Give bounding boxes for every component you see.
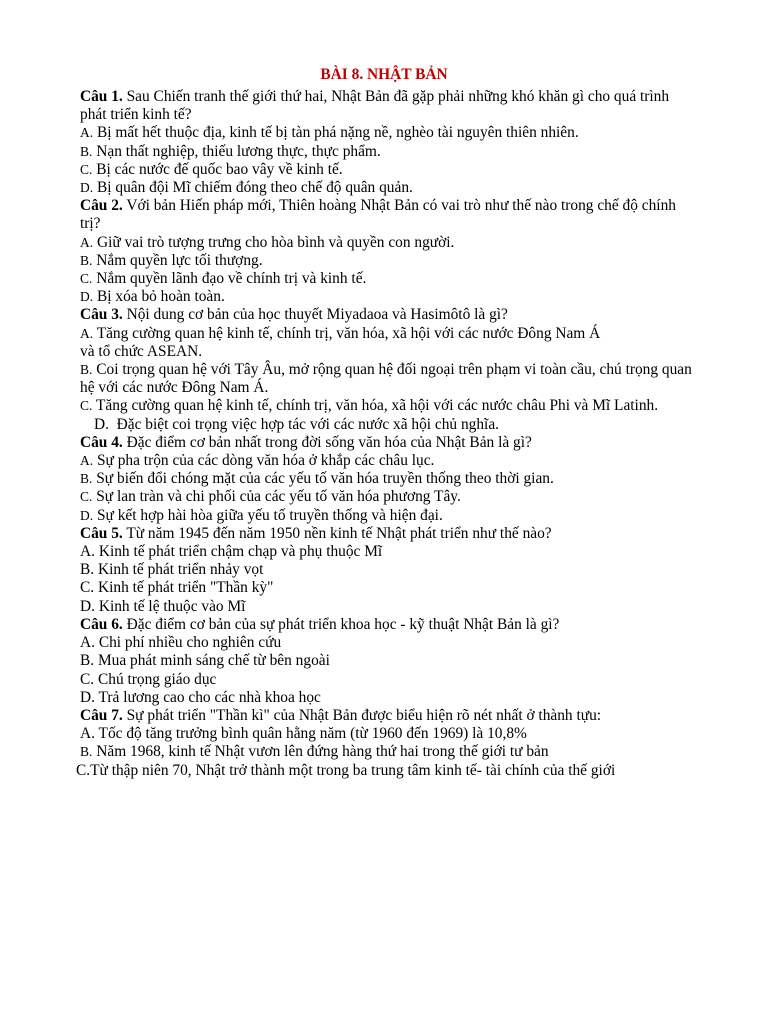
option-5b: B. Kinh tế phát triển nhảy vọt bbox=[80, 561, 264, 579]
page-title: BÀI 8. NHẬT BẢN bbox=[320, 66, 448, 83]
question-6 bbox=[80, 616, 695, 634]
question-text: Đặc điểm cơ bản nhất trong đời sống văn hóa của Nhật Bản là gì? bbox=[126, 433, 532, 451]
option-6d: D. Trả lương cao cho các nhà khoa học bbox=[80, 688, 321, 706]
option-5c: C. Kinh tế phát triển "Thần kỳ" bbox=[80, 579, 274, 597]
question-7 bbox=[80, 707, 695, 725]
option-4a: A. Sự pha trộn của các dòng văn hóa ở khắp các châu lục. bbox=[80, 452, 435, 470]
question-number: Câu 3. bbox=[80, 306, 123, 324]
question-text: Từ năm 1945 đến năm 1950 nền kinh tế Nhật phát triển như thế nào? bbox=[126, 524, 552, 542]
option-6c: C. Chú trọng giáo dục bbox=[80, 670, 217, 688]
option-2d: D. Bị xóa bỏ hoàn toàn. bbox=[80, 288, 225, 306]
option-2c: C. Nắm quyền lãnh đạo về chính trị và kinh tế. bbox=[80, 270, 367, 288]
question-number: Câu 5. bbox=[80, 524, 123, 542]
question-5 bbox=[80, 525, 695, 543]
option-7a: A. Tốc độ tăng trưởng bình quân hằng năm (từ 1960 đến 1969) là 10,8% bbox=[80, 725, 527, 743]
option-4d: D. Sự kết hợp hài hòa giữa yếu tố truyền thống và hiện đại. bbox=[80, 506, 443, 524]
option-3b: B. Coi trọng quan hệ với Tây Âu, mở rộng quan hệ đối ngoại trên phạm vi toàn cầu, chú trọng quan hệ với các nước Đông Nam Á. bbox=[80, 361, 692, 397]
question-number: Câu 4. bbox=[80, 433, 123, 451]
option-4b: B. Sự biến đổi chóng mặt của các yếu tố văn hóa truyền thống theo thời gian. bbox=[80, 470, 554, 488]
question-text: Sau Chiến tranh thế giới thứ hai, Nhật Bản đã gặp phải những khó khăn gì cho quá trình phát triển kinh tế? bbox=[80, 88, 670, 124]
option-1d: D. Bị quân đội Mĩ chiếm đóng theo chế độ quân quản. bbox=[80, 179, 413, 197]
question-number: Câu 6. bbox=[80, 615, 123, 633]
question-1 bbox=[80, 88, 695, 124]
question-number: Câu 7. bbox=[80, 706, 123, 724]
option-1c: C. Bị các nước đế quốc bao vây về kinh tế. bbox=[80, 160, 343, 178]
question-text: Với bản Hiến pháp mới, Thiên hoàng Nhật Bản có vai trò như thế nào trong chế độ chính trị? bbox=[80, 197, 676, 233]
option-5a: A. Kinh tế phát triển chậm chạp và phụ thuộc Mĩ bbox=[80, 543, 383, 561]
option-6b: B. Mua phát minh sáng chế từ bên ngoài bbox=[80, 652, 330, 670]
option-1a: A. Bị mất hết thuộc địa, kinh tế bị tàn phá nặng nề, nghèo tài nguyên thiên nhiên. bbox=[80, 124, 579, 142]
option-4c: C. Sự lan tràn và chi phối của các yếu tố văn hóa phương Tây. bbox=[80, 488, 461, 506]
question-4 bbox=[80, 434, 695, 452]
option-1b: B. Nạn thất nghiệp, thiếu lương thực, thực phẩm. bbox=[80, 142, 381, 160]
question-text: Nội dung cơ bản của học thuyết Miyadaoa và Hasimôtô là gì? bbox=[126, 306, 508, 324]
option-7c: C.Từ thập niên 70, Nhật trở thành một trong ba trung tâm kinh tế- tài chính của thế giới bbox=[76, 761, 616, 779]
question-list bbox=[76, 88, 695, 780]
question-2 bbox=[80, 197, 695, 233]
option-2a: A. Giữ vai trò tượng trưng cho hòa bình và quyền con người. bbox=[80, 233, 455, 251]
option-2b: B. Nắm quyền lực tối thượng. bbox=[80, 251, 263, 269]
option-3a: A. Tăng cường quan hệ kinh tế, chính trị, văn hóa, xã hội với các nước Đông Nam Á và tổ chức ASEAN. bbox=[80, 324, 601, 360]
option-6a: A. Chi phí nhiều cho nghiên cứu bbox=[80, 634, 282, 652]
option-5d: D. Kinh tế lệ thuộc vào Mĩ bbox=[80, 597, 246, 615]
option-3d: D. Đặc biệt coi trọng việc hợp tác với các nước xã hội chủ nghĩa. bbox=[94, 415, 500, 433]
option-3c: C. Tăng cường quan hệ kinh tế, chính trị, văn hóa, xã hội với các nước châu Phi và Mĩ Latinh. bbox=[80, 397, 659, 415]
question-3 bbox=[80, 306, 695, 324]
question-number: Câu 1. bbox=[80, 88, 123, 105]
question-text: Đặc điểm cơ bản của sự phát triển khoa học - kỹ thuật Nhật Bản là gì? bbox=[126, 615, 560, 633]
option-7b: B. Năm 1968, kinh tế Nhật vươn lên đứng hàng thứ hai trong thế giới tư bản bbox=[80, 743, 549, 761]
question-number: Câu 2. bbox=[80, 197, 123, 215]
question-text: Sự phát triển "Thần kì" của Nhật Bản được biểu hiện rõ nét nhất ở thành tựu: bbox=[126, 706, 602, 724]
